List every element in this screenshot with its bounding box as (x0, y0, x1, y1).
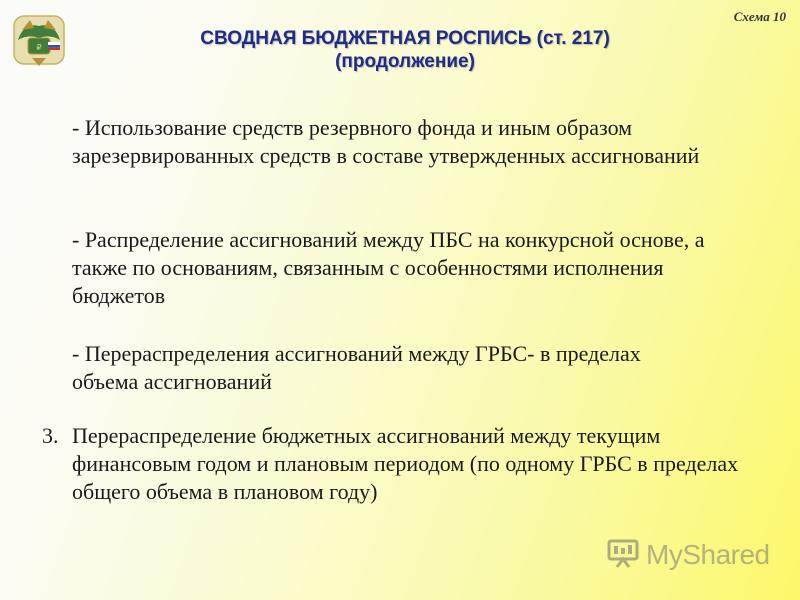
list-item: - Использование средств резервного фонда и иным образом зарезервированных средств в составе утвержденных ассигнований (72, 115, 700, 168)
coat-of-arms-icon (10, 10, 68, 70)
title-line-2: (продолжение) (335, 51, 475, 72)
item-text: Перераспределение бюджетных ассигнований между текущим финансовым годом и плановым периодом (по одному ГРБС в пределах общего объема в плановом году) (72, 423, 739, 504)
list-item: - Распределение ассигнований между ПБС на конкурсной основе, а также по основаниям, связанным с особенностями исполнения бюджетов (72, 227, 705, 308)
watermark (606, 536, 770, 574)
watermark-text: MyShared (646, 539, 770, 570)
numbered-item (42, 422, 742, 506)
presentation-board-icon (606, 536, 640, 575)
list-item: - Перераспределения ассигнований между ГРБС- в пределах объема ассигнований (72, 341, 641, 394)
page-title (130, 27, 680, 73)
item-number: 3. (42, 423, 59, 448)
svg-text:₽: ₽ (36, 43, 42, 52)
title-line-1: СВОДНАЯ БЮДЖЕТНАЯ РОСПИСЬ (ст. 217) (200, 28, 610, 49)
scheme-label: Схема 10 (733, 9, 786, 24)
